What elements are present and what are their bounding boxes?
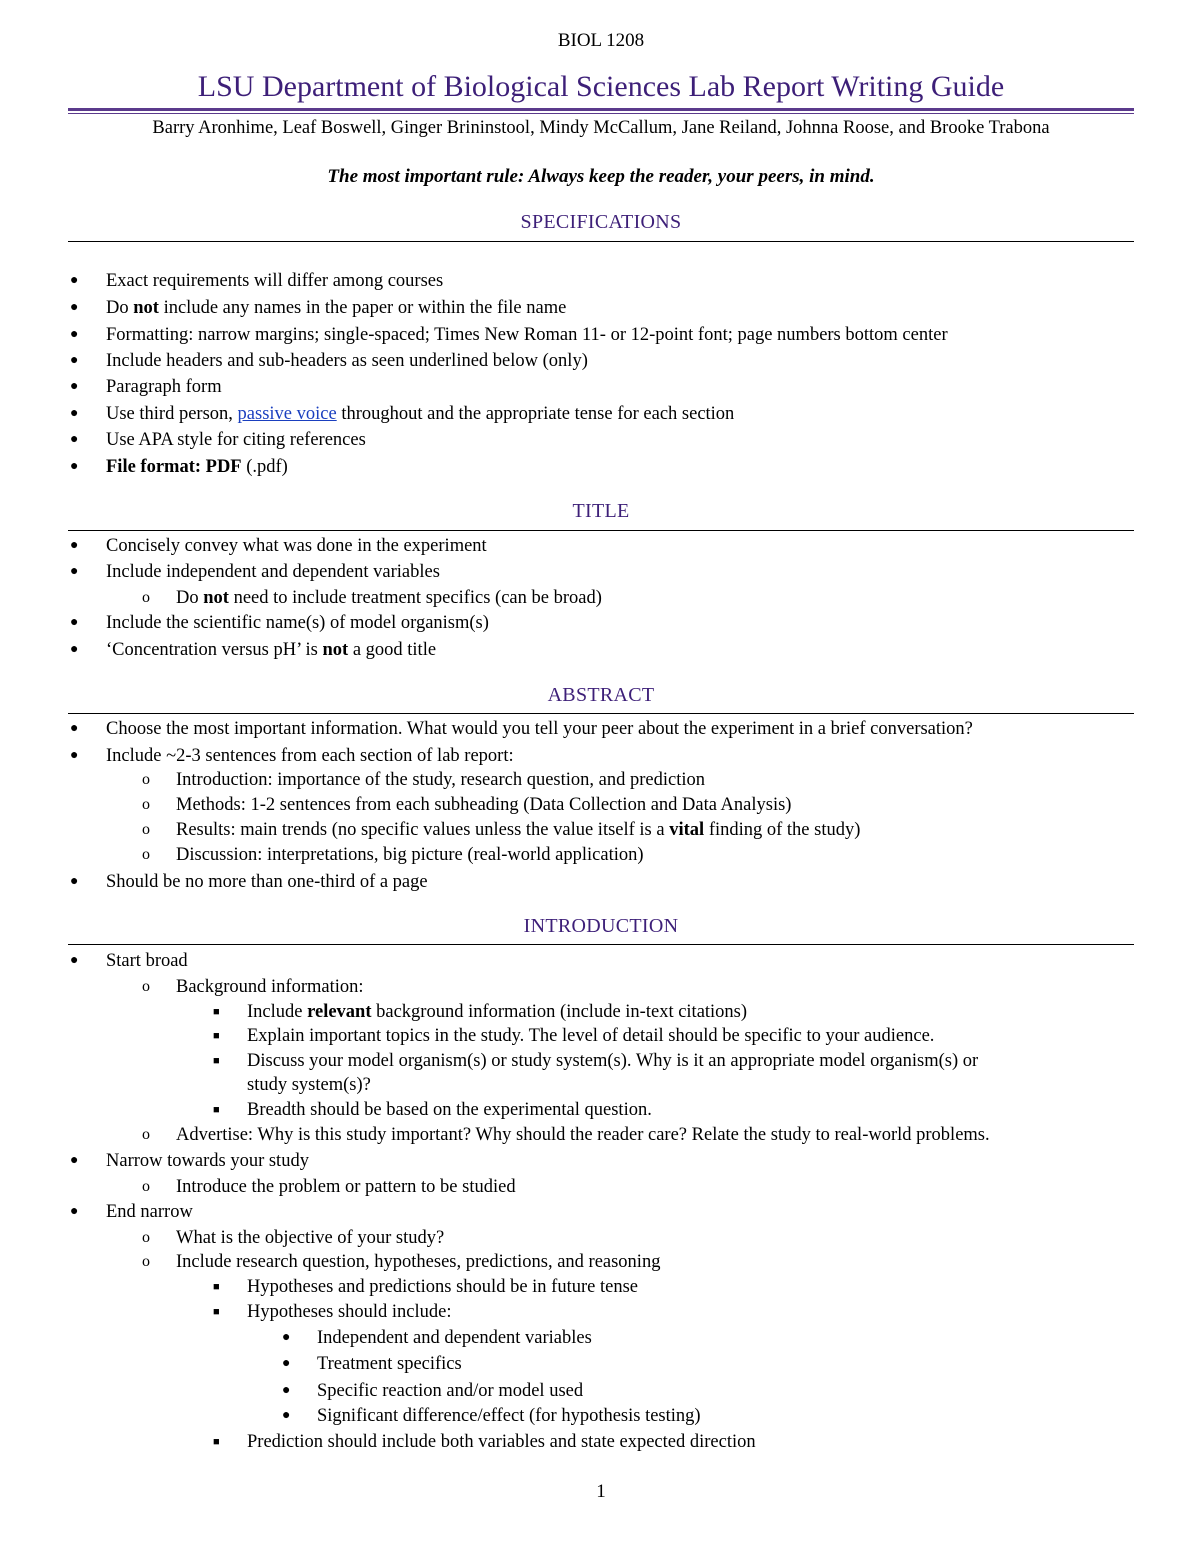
list-item: Include research question, hypotheses, predictions, and reasoning (176, 1252, 661, 1272)
title-rule (68, 530, 1134, 531)
list-item: Include ~2-3 sentences from each section of lab report: (106, 746, 514, 766)
bullet-disc-icon: ● (70, 564, 79, 579)
list-item: Narrow towards your study (106, 1151, 309, 1171)
bullet-circle-icon: o (142, 796, 150, 813)
page-number: 1 (596, 1481, 606, 1502)
bullet-disc-icon: ● (70, 874, 79, 889)
bullet-disc-icon: ● (70, 953, 79, 968)
list-item: Discussion: interpretations, big picture (real-world application) (176, 845, 644, 865)
list-item: Prediction should include both variables and state expected direction (247, 1432, 756, 1452)
list-item: Formatting: narrow margins; single-spaced; Times New Roman 11- or 12-point font; page numbers bottom center (106, 325, 948, 345)
bullet-circle-icon: o (142, 589, 150, 606)
important-rule: The most important rule: Always keep the reader, your peers, in mind. (327, 166, 875, 187)
abstract-rule (68, 713, 1134, 714)
abstract-heading: ABSTRACT (547, 684, 655, 706)
list-item: End narrow (106, 1202, 193, 1222)
bullet-square-icon: ■ (213, 1281, 220, 1293)
bullet-disc-icon: ● (282, 1330, 291, 1345)
page-title: LSU Department of Biological Sciences Lab Report Writing Guide (197, 70, 1005, 103)
bullet-circle-icon: o (142, 978, 150, 995)
passive-voice-link[interactable]: passive voice (237, 404, 337, 424)
list-item: Paragraph form (106, 377, 222, 397)
list-item: Discuss your model organism(s) or study system(s). Why is it an appropriate model organism(s) or (247, 1051, 979, 1071)
list-item: Use third person, passive voice throughout and the appropriate tense for each section (106, 404, 735, 424)
list-item: Start broad (106, 951, 188, 971)
list-item: Introduce the problem or pattern to be studied (176, 1177, 516, 1197)
authors: Barry Aronhime, Leaf Boswell, Ginger Brininstool, Mindy McCallum, Jane Reiland, Johnna Roose, and Brooke Trabona (152, 118, 1050, 138)
bullet-disc-icon: ● (70, 406, 79, 421)
list-item: Include independent and dependent variables (106, 562, 440, 582)
bullet-disc-icon: ● (282, 1408, 291, 1423)
bullet-circle-icon: o (142, 1253, 150, 1270)
introduction-rule (68, 944, 1134, 945)
list-item: Results: main trends (no specific values unless the value itself is a vital finding of the study) (176, 820, 861, 840)
title-rule-thin (68, 113, 1134, 114)
bullet-disc-icon: ● (70, 459, 79, 474)
bullet-disc-icon: ● (70, 538, 79, 553)
list-item: Introduction: importance of the study, research question, and prediction (176, 770, 705, 790)
list-item: Include relevant background information (include in-text citations) (247, 1002, 748, 1022)
list-item: Do not include any names in the paper or within the file name (106, 298, 567, 318)
list-item: Hypotheses should include: (247, 1302, 452, 1322)
bullet-square-icon: ■ (213, 1306, 220, 1318)
bullet-circle-icon: o (142, 1178, 150, 1195)
list-item: Include headers and sub-headers as seen underlined below (only) (106, 351, 588, 371)
bullet-disc-icon: ● (70, 353, 79, 368)
list-item: Explain important topics in the study. The level of detail should be specific to your audience. (247, 1026, 935, 1046)
list-item: Hypotheses and predictions should be in future tense (247, 1277, 638, 1297)
list-item: Methods: 1-2 sentences from each subheading (Data Collection and Data Analysis) (176, 795, 792, 815)
bullet-disc-icon: ● (70, 300, 79, 315)
bullet-disc-icon: ● (70, 379, 79, 394)
bullet-square-icon: ■ (213, 1104, 220, 1116)
bullet-square-icon: ■ (213, 1436, 220, 1448)
list-item: Specific reaction and/or model used (317, 1381, 584, 1401)
list-item: Significant difference/effect (for hypothesis testing) (317, 1406, 701, 1426)
list-item: Should be no more than one-third of a page (106, 872, 428, 892)
list-item: Use APA style for citing references (106, 430, 366, 450)
bullet-disc-icon: ● (70, 432, 79, 447)
title-rule-thick (68, 108, 1134, 111)
list-item: Choose the most important information. What would you tell your peer about the experiment in a brief conversation? (106, 719, 973, 739)
bullet-square-icon: ■ (213, 1055, 220, 1067)
bullet-disc-icon: ● (282, 1383, 291, 1398)
bullet-disc-icon: ● (70, 1153, 79, 1168)
list-item: Concisely convey what was done in the experiment (106, 536, 487, 556)
list-item: ‘Concentration versus pH’ is not a good title (106, 640, 437, 660)
bullet-square-icon: ■ (213, 1030, 220, 1042)
list-item: File format: PDF (.pdf) (106, 457, 288, 477)
specifications-heading: SPECIFICATIONS (520, 211, 682, 233)
list-item: Treatment specifics (317, 1354, 462, 1374)
list-item: Background information: (176, 977, 364, 997)
bullet-circle-icon: o (142, 846, 150, 863)
bullet-circle-icon: o (142, 771, 150, 788)
bullet-disc-icon: ● (70, 327, 79, 342)
bullet-square-icon: ■ (213, 1006, 220, 1018)
course-code: BIOL 1208 (557, 30, 645, 51)
bullet-disc-icon: ● (70, 721, 79, 736)
bullet-circle-icon: o (142, 1126, 150, 1143)
list-item: Include the scientific name(s) of model organism(s) (106, 613, 489, 633)
bullet-disc-icon: ● (70, 642, 79, 657)
bullet-disc-icon: ● (70, 273, 79, 288)
list-item-continuation: study system(s)? (247, 1075, 371, 1095)
title-heading: TITLE (572, 500, 630, 522)
list-item: Independent and dependent variables (317, 1328, 592, 1348)
bullet-circle-icon: o (142, 821, 150, 838)
specifications-rule (68, 241, 1134, 242)
list-item: What is the objective of your study? (176, 1228, 445, 1248)
bullet-disc-icon: ● (70, 748, 79, 763)
list-item: Do not need to include treatment specifics (can be broad) (176, 588, 602, 608)
list-item: Exact requirements will differ among courses (106, 271, 444, 291)
list-item: Advertise: Why is this study important? Why should the reader care? Relate the study to real-world problems. (176, 1125, 990, 1145)
bullet-disc-icon: ● (282, 1356, 291, 1371)
bullet-circle-icon: o (142, 1229, 150, 1246)
list-item: Breadth should be based on the experimental question. (247, 1100, 652, 1120)
bullet-disc-icon: ● (70, 1204, 79, 1219)
introduction-heading: INTRODUCTION (523, 915, 679, 937)
bullet-disc-icon: ● (70, 615, 79, 630)
